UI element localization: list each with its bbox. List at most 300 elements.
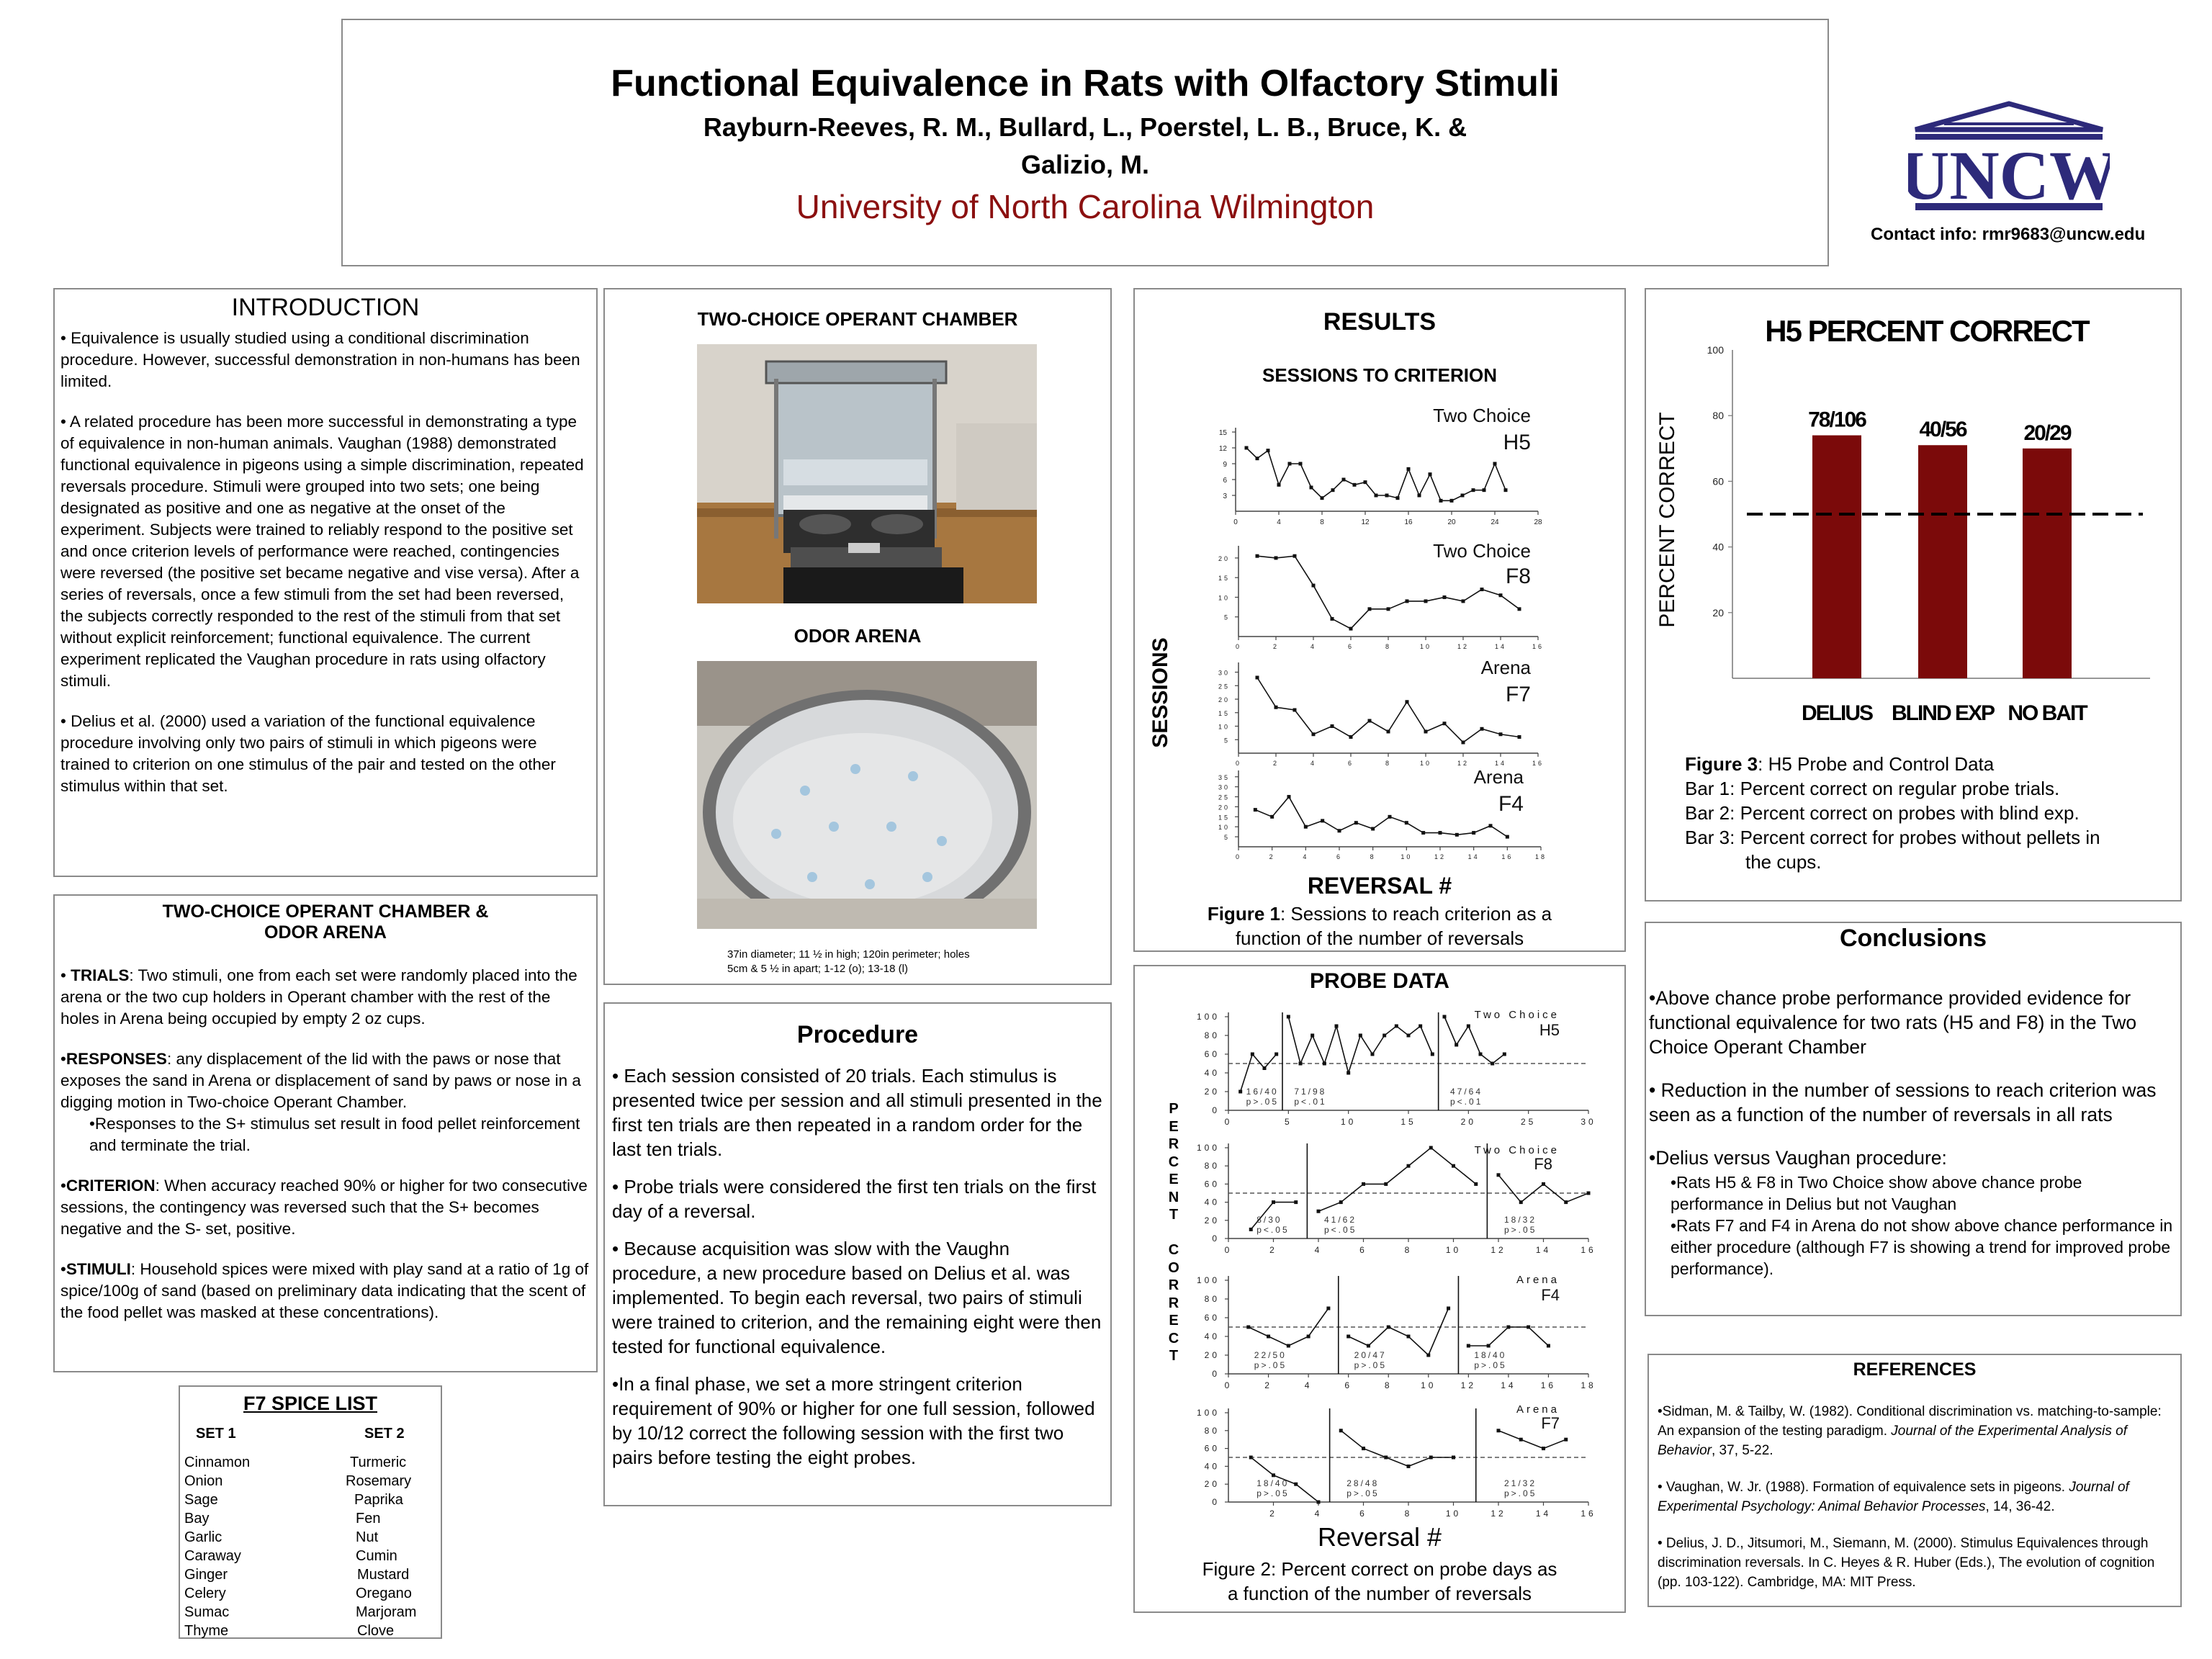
data-point: [1455, 833, 1459, 837]
logo-text: UNCW: [1908, 137, 2110, 214]
y-tick-label: 80: [1204, 1161, 1220, 1172]
data-point: [1564, 1200, 1568, 1204]
data-point: [1310, 486, 1313, 490]
methods-title-2: ODOR ARENA: [264, 922, 387, 943]
x-tick-label: 15: [1401, 1117, 1416, 1127]
y-tick-label: 15: [1218, 429, 1227, 437]
x-tick-label: 6: [1344, 1380, 1353, 1390]
set2-label: SET 2: [364, 1426, 405, 1442]
reference-item: • Delius, J. D., Jitsumori, M., Siemann, M. (2000). Stimulus Equivalences through discrimination reversals. In C. Heyes & R. Huber (Eds.), The evolution of cognition (pp. 103-122). Cambridge, MA: MIT Press.: [1658, 1536, 2155, 1590]
figure-2-chart: [1135, 966, 1627, 1614]
phase-note: 41/62: [1324, 1215, 1357, 1225]
intro-paragraph: • Equivalence is usually studied using a conditional discrimination procedure. However, successful demonstration in non-humans has been limited.: [60, 329, 580, 390]
spice-item: Marjoram: [356, 1604, 417, 1620]
y-tick-label: 20: [1218, 696, 1230, 703]
probe-box: [1133, 965, 1626, 1613]
x-tick-label: 14: [1494, 760, 1507, 767]
data-point: [1267, 449, 1270, 452]
phase-note: p<.05: [1324, 1225, 1357, 1235]
data-point: [1312, 732, 1316, 736]
arena-title: ODOR ARENA: [793, 625, 922, 647]
data-point: [1382, 1034, 1386, 1038]
data-point: [1359, 1034, 1362, 1038]
spice-item: Cumin: [356, 1548, 397, 1564]
ylabel-letter: R: [1168, 1136, 1179, 1152]
x-tick-label: 16: [1540, 1380, 1557, 1390]
x-tick-label: 0: [1235, 853, 1242, 860]
series-line: [1257, 556, 1519, 629]
data-point: [1406, 599, 1409, 603]
x-tick-label: 12: [1361, 518, 1370, 526]
y-tick-label: 30: [1218, 669, 1230, 677]
x-tick-label: 6: [1336, 853, 1343, 860]
y-tick-label: 80: [1204, 1030, 1220, 1040]
ylabel-letter: C: [1168, 1330, 1179, 1346]
data-point: [1362, 1182, 1365, 1186]
spice-list-box: [179, 1385, 442, 1639]
data-point: [1267, 1335, 1270, 1339]
category-label: BLIND EXP: [1891, 701, 1995, 725]
x-tick-label: 8: [1404, 1509, 1413, 1519]
data-point: [1249, 1228, 1253, 1231]
phase-note: p<.01: [1450, 1097, 1483, 1107]
data-point: [1277, 483, 1281, 487]
phase-note: 21/32: [1504, 1478, 1537, 1488]
reference-journal: Journal of Experimental Psychology: Animal Behavior Processes: [1658, 1480, 2129, 1514]
x-tick-label: 2: [1269, 1245, 1277, 1255]
data-point: [1387, 1326, 1390, 1329]
x-tick-label: 0: [1233, 518, 1238, 526]
data-point: [1310, 1034, 1314, 1038]
data-point: [1274, 1053, 1278, 1056]
x-tick-label: 28: [1534, 518, 1542, 526]
y-tick-label: 10: [1218, 824, 1230, 832]
data-point: [1349, 627, 1353, 631]
figure-2-caption-line: a function of the number of reversals: [1227, 1583, 1532, 1604]
x-tick-label: 10: [1401, 853, 1413, 860]
data-point: [1368, 719, 1372, 723]
trials-paragraph: • TRIALS: Two stimuli, one from each set were randomly placed into the arena or the two cup holders in Operant chamber with the rest of the holes in Arena being occupied by empty 2 oz cups.: [60, 966, 577, 1028]
phase-note: 18/40: [1474, 1350, 1507, 1360]
series-line: [1468, 1327, 1548, 1346]
procedure-paragraph: • Each session consisted of 20 trials. Each stimulus is presented twice per session and all stimuli presented in the first ten trials are then repeated in a random order for the last ten trials.: [612, 1065, 1102, 1160]
spice-item: Clove: [357, 1623, 395, 1639]
figure-1-caption-line: : Sessions to reach criterion as a: [1280, 903, 1552, 925]
phase-note: 18/32: [1504, 1215, 1537, 1225]
conclusion-paragraph: •Above chance probe performance provided evidence for functional equivalence for two rats (H5 and F8) in the Two Choice Operant Chamber: [1649, 987, 2137, 1058]
methods-box: [53, 894, 598, 1372]
set1-label: SET 1: [196, 1426, 236, 1442]
responses-paragraph: •RESPONSES: any displacement of the lid with the paws or nose that exposes the sand in Arena or displacement of sand by paws or nose in a digging motion in Two-choice Operant Chamber.: [60, 1050, 581, 1111]
panel-label: F4: [1541, 1286, 1560, 1304]
data-point: [1483, 488, 1486, 492]
conclusions-box: [1645, 922, 2182, 1316]
spice-item: Onion: [184, 1473, 223, 1489]
data-point: [1254, 808, 1257, 811]
ylabel-letter: P: [1169, 1101, 1179, 1117]
data-point: [1371, 1053, 1375, 1056]
x-tick-label: 20: [1460, 1117, 1477, 1127]
data-point: [1321, 819, 1324, 822]
data-point: [1249, 1456, 1253, 1460]
data-point: [1335, 1025, 1339, 1028]
data-point: [1354, 821, 1358, 824]
y-tick-label: 12: [1218, 445, 1227, 453]
arena-caption-line: 5cm & 5 ½ in apart; 1-12 (o); 13-18 (l): [727, 963, 908, 975]
x-tick-label: 16: [1581, 1509, 1596, 1519]
spice-item: Nut: [356, 1529, 379, 1545]
reference-text: , 37, 5-22.: [1712, 1443, 1773, 1458]
figure-3-box: [1645, 288, 2182, 902]
y-tick-label: 0: [1212, 1497, 1220, 1507]
data-point: [1407, 1335, 1411, 1339]
data-point: [1506, 835, 1509, 839]
panel-label: Arena: [1516, 1274, 1560, 1286]
authors-line-2: Galizio, M.: [1020, 150, 1149, 179]
x-tick-label: 0: [1235, 760, 1242, 767]
procedure-box: [603, 1002, 1112, 1506]
data-point: [1431, 1053, 1434, 1056]
y-tick-label: 3: [1223, 493, 1227, 500]
panel-label: H5: [1503, 431, 1531, 454]
x-tick-label: 2: [1264, 1380, 1272, 1390]
y-tick-label: 5: [1223, 737, 1230, 745]
bar: [1812, 436, 1861, 678]
data-point: [1321, 496, 1324, 500]
y-tick-label: 20: [1204, 1479, 1220, 1490]
data-point: [1368, 607, 1372, 611]
conclusion-paragraph: • Reduction in the number of sessions to reach criterion was seen as a function of the number of reversals in all rats: [1649, 1079, 2157, 1125]
data-point: [1419, 1025, 1422, 1028]
data-point: [1519, 1438, 1523, 1442]
phase-note: 18/40: [1256, 1478, 1290, 1488]
data-point: [1518, 607, 1521, 611]
bar: [1918, 445, 1967, 678]
university-name: University of North Carolina Wilmington: [796, 188, 1375, 225]
introduction-title: INTRODUCTION: [231, 294, 420, 321]
reference-text: •Sidman, M. & Tailby, W. (1982). Conditional discrimination vs. matching-to-sample: An expansion of the testing paradigm.: [1658, 1404, 2162, 1439]
stimuli-label: STIMULI: [66, 1260, 131, 1278]
x-tick-label: 24: [1491, 518, 1499, 526]
x-tick-label: 18: [1534, 853, 1547, 860]
ylabel-letter: T: [1169, 1348, 1179, 1364]
series-line: [1498, 1175, 1588, 1202]
data-point: [1338, 829, 1341, 832]
x-tick-label: 10: [1445, 1509, 1462, 1519]
reference-text: • Vaughan, W. Jr. (1988). Formation of equivalence sets in pigeons.: [1658, 1480, 2069, 1495]
intro-paragraph: • A related procedure has been more successful in demonstrating a type of equivalence in non-human animals. Vaughan (1988) demonstrated functional equivalence in pigeons using a simple discrimination, repeated reversals procedure. Stimuli were grouped into two sets; one being designated as positive and one as negative at the onset of the experiment. Subjects were trained to reliably respond to the positive set and once criterion levels of performance were reached, contingencies were reversed (the positive set became negative and vise versa). After a series of reversals, once a few stimuli from the set had been reversed, the subjects correctly responded to the rest of the stimuli from that set without explicit reinforcement; functional equivalence. The current experiment replicated the Vaughan procedure in rats using olfactory stimuli.: [60, 413, 584, 690]
data-point: [1421, 831, 1425, 835]
data-point: [1493, 462, 1497, 466]
y-tick-label: 20: [1204, 1350, 1220, 1360]
y-tick-label: 30: [1218, 783, 1230, 791]
x-tick-label: 6: [1359, 1509, 1367, 1519]
ylabel-letter: C: [1168, 1242, 1179, 1258]
x-tick-label: 0: [1224, 1245, 1233, 1255]
category-label: NO BAIT: [2008, 701, 2087, 725]
data-point: [1339, 1429, 1343, 1432]
conclusions-title: Conclusions: [1839, 925, 1987, 952]
y-tick-label: 40: [1712, 541, 1724, 553]
x-tick-label: 14: [1467, 853, 1480, 860]
procedure-title: Procedure: [796, 1021, 919, 1048]
series-line: [1341, 1431, 1453, 1467]
trials-text: : Two stimuli, one from each set were randomly placed into the arena or the two cup holders in Operant chamber with the rest of the holes in Arena being occupied by empty 2 oz cups.: [60, 966, 577, 1028]
x-tick-label: 16: [1581, 1245, 1596, 1255]
data-point: [1395, 1025, 1398, 1028]
bar: [2023, 449, 2072, 678]
ylabel-letter: E: [1169, 1313, 1179, 1328]
panel-label: F7: [1505, 683, 1531, 706]
x-tick-label: 12: [1457, 760, 1470, 767]
x-tick-label: 16: [1404, 518, 1413, 526]
data-point: [1424, 730, 1428, 734]
operant-chamber-photo: [697, 344, 1037, 603]
x-tick-label: 16: [1532, 643, 1545, 650]
data-point: [1426, 1354, 1430, 1357]
data-point: [1396, 496, 1400, 500]
phase-note: 22/50: [1254, 1350, 1287, 1360]
data-point: [1331, 488, 1335, 492]
probe-xlabel: Reversal #: [1317, 1522, 1442, 1552]
figure-3-caption-line: Bar 3: Percent correct for probes without pellets in: [1685, 827, 2100, 848]
panel-label: Two Choice: [1474, 1144, 1560, 1156]
data-point: [1346, 1071, 1350, 1075]
data-point: [1245, 446, 1249, 450]
figure-3-caption-line: Bar 2: Percent correct on probes with blind exp.: [1685, 802, 2080, 824]
data-point: [1272, 1473, 1275, 1477]
figure-2-caption: [1135, 1557, 1624, 1606]
results-box: [1133, 288, 1626, 952]
data-point: [1307, 1335, 1310, 1339]
data-point: [1406, 700, 1409, 703]
y-tick-label: 15: [1218, 814, 1230, 822]
criterion-paragraph: •CRITERION: When accuracy reached 90% or higher for two consecutive sessions, the contingency was reversed such that the S+ becomes negative and the S- set, positive.: [60, 1177, 588, 1238]
panel-label: H5: [1539, 1021, 1560, 1039]
panel-label: F4: [1498, 792, 1524, 816]
data-point: [1443, 1015, 1447, 1019]
spice-item: Celery: [184, 1586, 226, 1601]
spice-item: Mustard: [357, 1567, 410, 1583]
figure-1-chart: [1135, 289, 1627, 953]
x-tick-label: 12: [1491, 1245, 1506, 1255]
data-point: [1450, 499, 1454, 503]
data-point: [1564, 1438, 1568, 1442]
x-tick-label: 0: [1235, 643, 1242, 650]
y-tick-label: 40: [1204, 1068, 1220, 1078]
figure-1-caption-line: function of the number of reversals: [1235, 927, 1524, 949]
panel-label: Arena: [1480, 657, 1531, 678]
y-tick-label: 20: [1712, 606, 1724, 619]
x-tick-label: 12: [1457, 643, 1470, 650]
reference-item: [1658, 1402, 2172, 1460]
x-tick-label: 8: [1370, 853, 1376, 860]
ylabel-letter: R: [1168, 1277, 1179, 1293]
procedure-paragraph: • Probe trials were considered the first ten trials on the first day of a reversal.: [612, 1176, 1097, 1222]
spice-item: Paprika: [354, 1492, 403, 1508]
y-tick-label: 15: [1218, 709, 1230, 717]
x-tick-label: 25: [1520, 1117, 1537, 1127]
x-tick-label: 10: [1340, 1117, 1357, 1127]
panel-label: Arena: [1516, 1403, 1560, 1416]
figure-3-chart: [1646, 289, 2183, 736]
data-point: [1499, 593, 1503, 597]
spice-item: Oregano: [356, 1586, 412, 1601]
x-tick-label: 8: [1385, 760, 1392, 767]
panel-label: F8: [1505, 565, 1531, 588]
y-tick-label: 100: [1196, 1408, 1220, 1418]
data-point: [1293, 554, 1297, 558]
data-point: [1499, 732, 1503, 736]
figure-3-caption-line: Bar 1: Percent correct on regular probe trials.: [1685, 778, 2060, 799]
bar-value-label: 20/29: [2023, 421, 2071, 445]
y-tick-label: 15: [1218, 575, 1230, 583]
data-point: [1274, 556, 1278, 559]
category-label: DELIUS: [1801, 701, 1873, 725]
x-tick-label: 2: [1269, 853, 1275, 860]
y-tick-label: 60: [1204, 1049, 1220, 1059]
data-point: [1256, 457, 1259, 460]
x-tick-label: 4: [1314, 1509, 1323, 1519]
x-tick-label: 18: [1581, 1380, 1596, 1390]
figure-2-caption-line: Figure 2: Percent correct on probe days as: [1202, 1558, 1557, 1580]
y-tick-label: 60: [1204, 1179, 1220, 1190]
phase-note: p>.05: [1474, 1360, 1507, 1370]
y-tick-label: 20: [1218, 804, 1230, 811]
phase-note: 20/47: [1354, 1350, 1387, 1360]
data-point: [1472, 831, 1475, 835]
data-point: [1489, 824, 1493, 827]
data-point: [1388, 815, 1392, 819]
ylabel-letter: N: [1168, 1189, 1179, 1205]
y-tick-label: 60: [1712, 475, 1724, 487]
y-tick-label: 40: [1204, 1197, 1220, 1208]
procedure-paragraph: • Because acquisition was slow with the Vaughn procedure, a new procedure based on Delius et al. was implemented. To begin each reversal, two pairs of stimuli were trained to criterion, and the remaining eight were then tested for functional equivalence.: [612, 1238, 1102, 1357]
series-line: [1288, 1017, 1432, 1073]
bar-value-label: 78/106: [1808, 408, 1866, 432]
data-point: [1479, 1053, 1483, 1056]
data-point: [1429, 1456, 1433, 1460]
stimuli-text: : Household spices were mixed with play sand at a ratio of 1g of spice/100g of sand (based on preliminary data indicating that the scent of the food pellet was masked at these concentrations).: [60, 1260, 589, 1321]
data-point: [1346, 1335, 1350, 1339]
data-point: [1424, 599, 1428, 603]
data-point: [1407, 1465, 1411, 1468]
y-tick-label: 35: [1218, 773, 1230, 781]
spice-item: Turmeric: [350, 1455, 407, 1470]
data-point: [1387, 730, 1390, 734]
spice-item: Rosemary: [346, 1473, 412, 1489]
series-line: [1498, 1431, 1566, 1449]
data-point: [1317, 1501, 1321, 1504]
trials-label: TRIALS: [71, 966, 130, 984]
chamber-title: TWO-CHOICE OPERANT CHAMBER: [697, 308, 1018, 330]
data-point: [1467, 1344, 1470, 1348]
x-tick-label: 16: [1501, 853, 1514, 860]
data-point: [1294, 1200, 1298, 1204]
criterion-label: CRITERION: [66, 1177, 156, 1195]
x-tick-label: 12: [1491, 1509, 1506, 1519]
data-point: [1331, 724, 1334, 728]
figure-3-caption-line: the cups.: [1745, 851, 1822, 873]
spice-item: Bay: [184, 1511, 210, 1527]
data-point: [1274, 706, 1278, 709]
x-tick-label: 6: [1359, 1245, 1367, 1255]
data-point: [1270, 815, 1274, 819]
x-tick-label: 0: [1224, 1117, 1233, 1127]
phase-note: p>.05: [1254, 1360, 1287, 1370]
fig3-ylabel: PERCENT CORRECT: [1655, 412, 1679, 628]
conclusion-paragraph: •Delius versus Vaughan procedure:: [1649, 1147, 1947, 1169]
authors-line-1: Rayburn-Reeves, R. M., Bullard, L., Poerstel, L. B., Bruce, K. &: [703, 112, 1467, 142]
x-tick-label: 14: [1535, 1509, 1552, 1519]
data-point: [1503, 1053, 1506, 1056]
data-point: [1323, 1062, 1326, 1066]
data-point: [1518, 735, 1521, 739]
data-point: [1452, 1164, 1455, 1168]
ylabel-letter: E: [1169, 1172, 1179, 1187]
set2-list: [346, 1453, 417, 1640]
sessions-axis-label: SESSIONS: [1148, 637, 1172, 748]
apparatus-box: [603, 288, 1112, 985]
data-point: [1542, 1182, 1545, 1186]
data-point: [1519, 1200, 1523, 1204]
reference-item: [1658, 1478, 2172, 1516]
phase-note: 71/98: [1294, 1087, 1327, 1097]
x-tick-label: 0: [1224, 1380, 1233, 1390]
ylabel-letter: O: [1168, 1259, 1179, 1276]
data-point: [1542, 1447, 1545, 1450]
x-tick-label: 12: [1460, 1380, 1477, 1390]
data-point: [1256, 676, 1259, 680]
data-point: [1497, 1429, 1501, 1432]
data-point: [1547, 1344, 1550, 1348]
set1-list: [184, 1453, 250, 1640]
phase-note: p>.05: [1256, 1488, 1290, 1498]
data-point: [1407, 467, 1411, 471]
y-tick-label: 25: [1218, 683, 1230, 691]
x-tick-label: 4: [1277, 518, 1281, 526]
data-point: [1443, 721, 1447, 725]
data-point: [1461, 494, 1465, 498]
data-point: [1256, 554, 1259, 558]
odor-arena-photo: [697, 661, 1037, 929]
spice-item: Garlic: [184, 1529, 222, 1545]
y-tick-label: 9: [1223, 461, 1227, 469]
series-line: [1349, 1308, 1449, 1355]
x-tick-label: 6: [1347, 760, 1354, 767]
x-tick-label: 14: [1501, 1380, 1516, 1390]
data-point: [1447, 1307, 1450, 1310]
y-tick-label: 60: [1204, 1313, 1220, 1323]
header-box: [341, 19, 1829, 266]
data-point: [1299, 462, 1303, 466]
data-point: [1349, 735, 1353, 739]
data-point: [1326, 1307, 1330, 1310]
data-point: [1287, 1015, 1290, 1019]
data-point: [1452, 1456, 1455, 1460]
data-point: [1467, 1025, 1470, 1028]
x-tick-label: 8: [1404, 1245, 1413, 1255]
data-point: [1238, 1090, 1242, 1094]
y-tick-label: 5: [1223, 613, 1230, 621]
x-tick-label: 4: [1310, 760, 1317, 767]
panel-label: Two Choice: [1433, 540, 1531, 562]
x-tick-label: 6: [1347, 643, 1354, 650]
stimuli-paragraph: •STIMULI: Household spices were mixed with play sand at a ratio of 1g of spice/100g of sand (based on preliminary data indicating that the scent of the food pellet was masked at these concentrations).: [60, 1260, 589, 1321]
conclusion-sub-point: •Rats F7 and F4 in Arena do not show above chance performance in either procedure (although F7 is showing a trend for improved probe performance).: [1671, 1216, 2173, 1278]
x-tick-label: 4: [1314, 1245, 1323, 1255]
x-tick-label: 10: [1419, 760, 1432, 767]
